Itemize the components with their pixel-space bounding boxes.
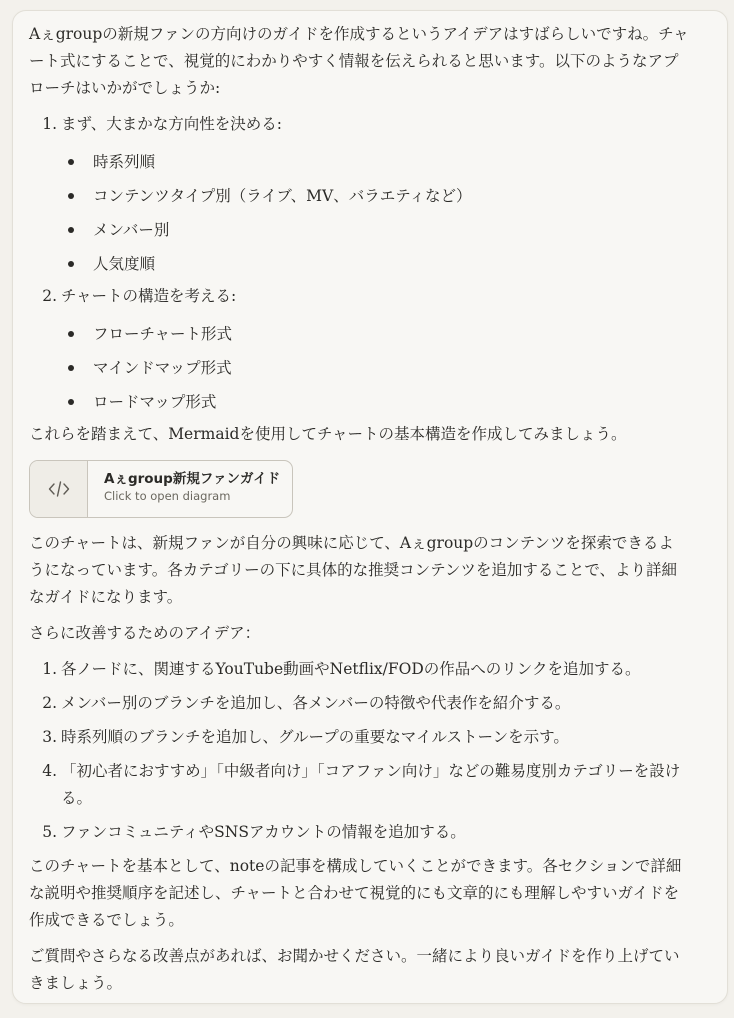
bullet-icon — [29, 193, 93, 199]
step-number: 1. — [42, 115, 57, 133]
assistant-message-card — [12, 10, 728, 1004]
list-item-text: 人気度順 — [93, 254, 156, 273]
list-item — [29, 351, 689, 385]
item-number: 2. — [42, 694, 57, 712]
approach-step — [29, 283, 689, 419]
diagram-artifact-card[interactable] — [29, 460, 293, 518]
list-item — [29, 317, 689, 351]
bullet-icon — [29, 365, 93, 371]
artifact-meta — [88, 461, 280, 517]
approach-list — [29, 111, 689, 419]
closing-question-paragraph: ご質問やさらなる改善点があれば、お聞かせください。一緒により良いガイドを作り上げていきましょう。 — [29, 947, 680, 992]
closing-paragraph: このチャートを基本として、noteの記事を構成していくことができます。各セクションで詳細な説明や推奨順序を記述し、チャートと合わせて視覚的にも文章的にも理解しやすいガイドを作成できるでしょう。 — [29, 857, 682, 929]
list-item — [29, 656, 689, 683]
bullet-icon — [29, 261, 93, 267]
structure-options-list — [29, 317, 689, 419]
list-item-text: メンバー別 — [93, 220, 170, 239]
item-text: 時系列順のブランチを追加し、グループの重要なマイルストーンを示す。 — [61, 728, 569, 746]
list-item-text: 時系列順 — [93, 152, 156, 171]
item-text: ファンコミュニティやSNSアカウントの情報を追加する。 — [61, 823, 466, 841]
list-item — [29, 758, 689, 812]
list-item — [29, 385, 689, 419]
after-chart-paragraph: このチャートは、新規ファンが自分の興味に応じて、Aぇgroupのコンテンツを探索できるようになっています。各カテゴリーの下に具体的な推奨コンテンツを追加することで、より詳細なガイドになります。 — [29, 534, 678, 606]
message-content — [29, 21, 689, 1006]
bullet-icon — [29, 331, 93, 337]
list-item — [29, 724, 689, 751]
item-number: 5. — [42, 823, 57, 841]
approach-step — [29, 111, 689, 281]
item-text: 各ノードに、関連するYouTube動画やNetflix/FODの作品へのリンクを追加する。 — [61, 660, 641, 678]
list-item — [29, 213, 689, 247]
ideas-heading: さらに改善するためのアイデア： — [29, 624, 261, 642]
artifact-title: Aぇgroup新規ファンガイド — [104, 471, 281, 487]
intro-paragraph: Aぇgroupの新規ファンの方向けのガイドを作成するというアイデアはすばらしいですね。チャート式にすることで、視覚的にわかりやすく情報を伝えられると思います。以下のようなアプローチはいかがでしょうか: — [29, 25, 689, 97]
item-text: 「初心者におすすめ」「中級者向け」「コアファン向け」などの難易度別カテゴリーを設ける。 — [61, 762, 681, 807]
step-text: チャートの構造を考える: — [61, 287, 237, 305]
direction-options-list — [29, 145, 689, 281]
step-number: 2. — [42, 287, 57, 305]
list-item — [29, 819, 689, 846]
item-number: 4. — [42, 762, 57, 780]
list-item-text: フローチャート形式 — [93, 324, 233, 343]
list-item — [29, 690, 689, 717]
artifact-subtitle: Click to open diagram — [104, 489, 231, 503]
item-text: メンバー別のブランチを追加し、各メンバーの特徴や代表作を紹介する。 — [61, 694, 571, 712]
lead-paragraph: これらを踏まえて、Mermaidを使用してチャートの基本構造を作成してみましょう。 — [29, 425, 627, 443]
list-item-text: ロードマップ形式 — [93, 392, 217, 411]
list-item — [29, 145, 689, 179]
list-item — [29, 247, 689, 281]
bullet-icon — [29, 227, 93, 233]
item-number: 3. — [42, 728, 57, 746]
list-item — [29, 179, 689, 213]
ideas-list — [29, 656, 689, 846]
code-icon — [30, 461, 88, 517]
bullet-icon — [29, 159, 93, 165]
item-number: 1. — [42, 660, 57, 678]
list-item-text: コンテンツタイプ別（ライブ、MV、バラエティなど） — [93, 186, 472, 205]
bullet-icon — [29, 399, 93, 405]
list-item-text: マインドマップ形式 — [93, 358, 232, 377]
step-text: まず、大まかな方向性を決める: — [61, 115, 282, 133]
